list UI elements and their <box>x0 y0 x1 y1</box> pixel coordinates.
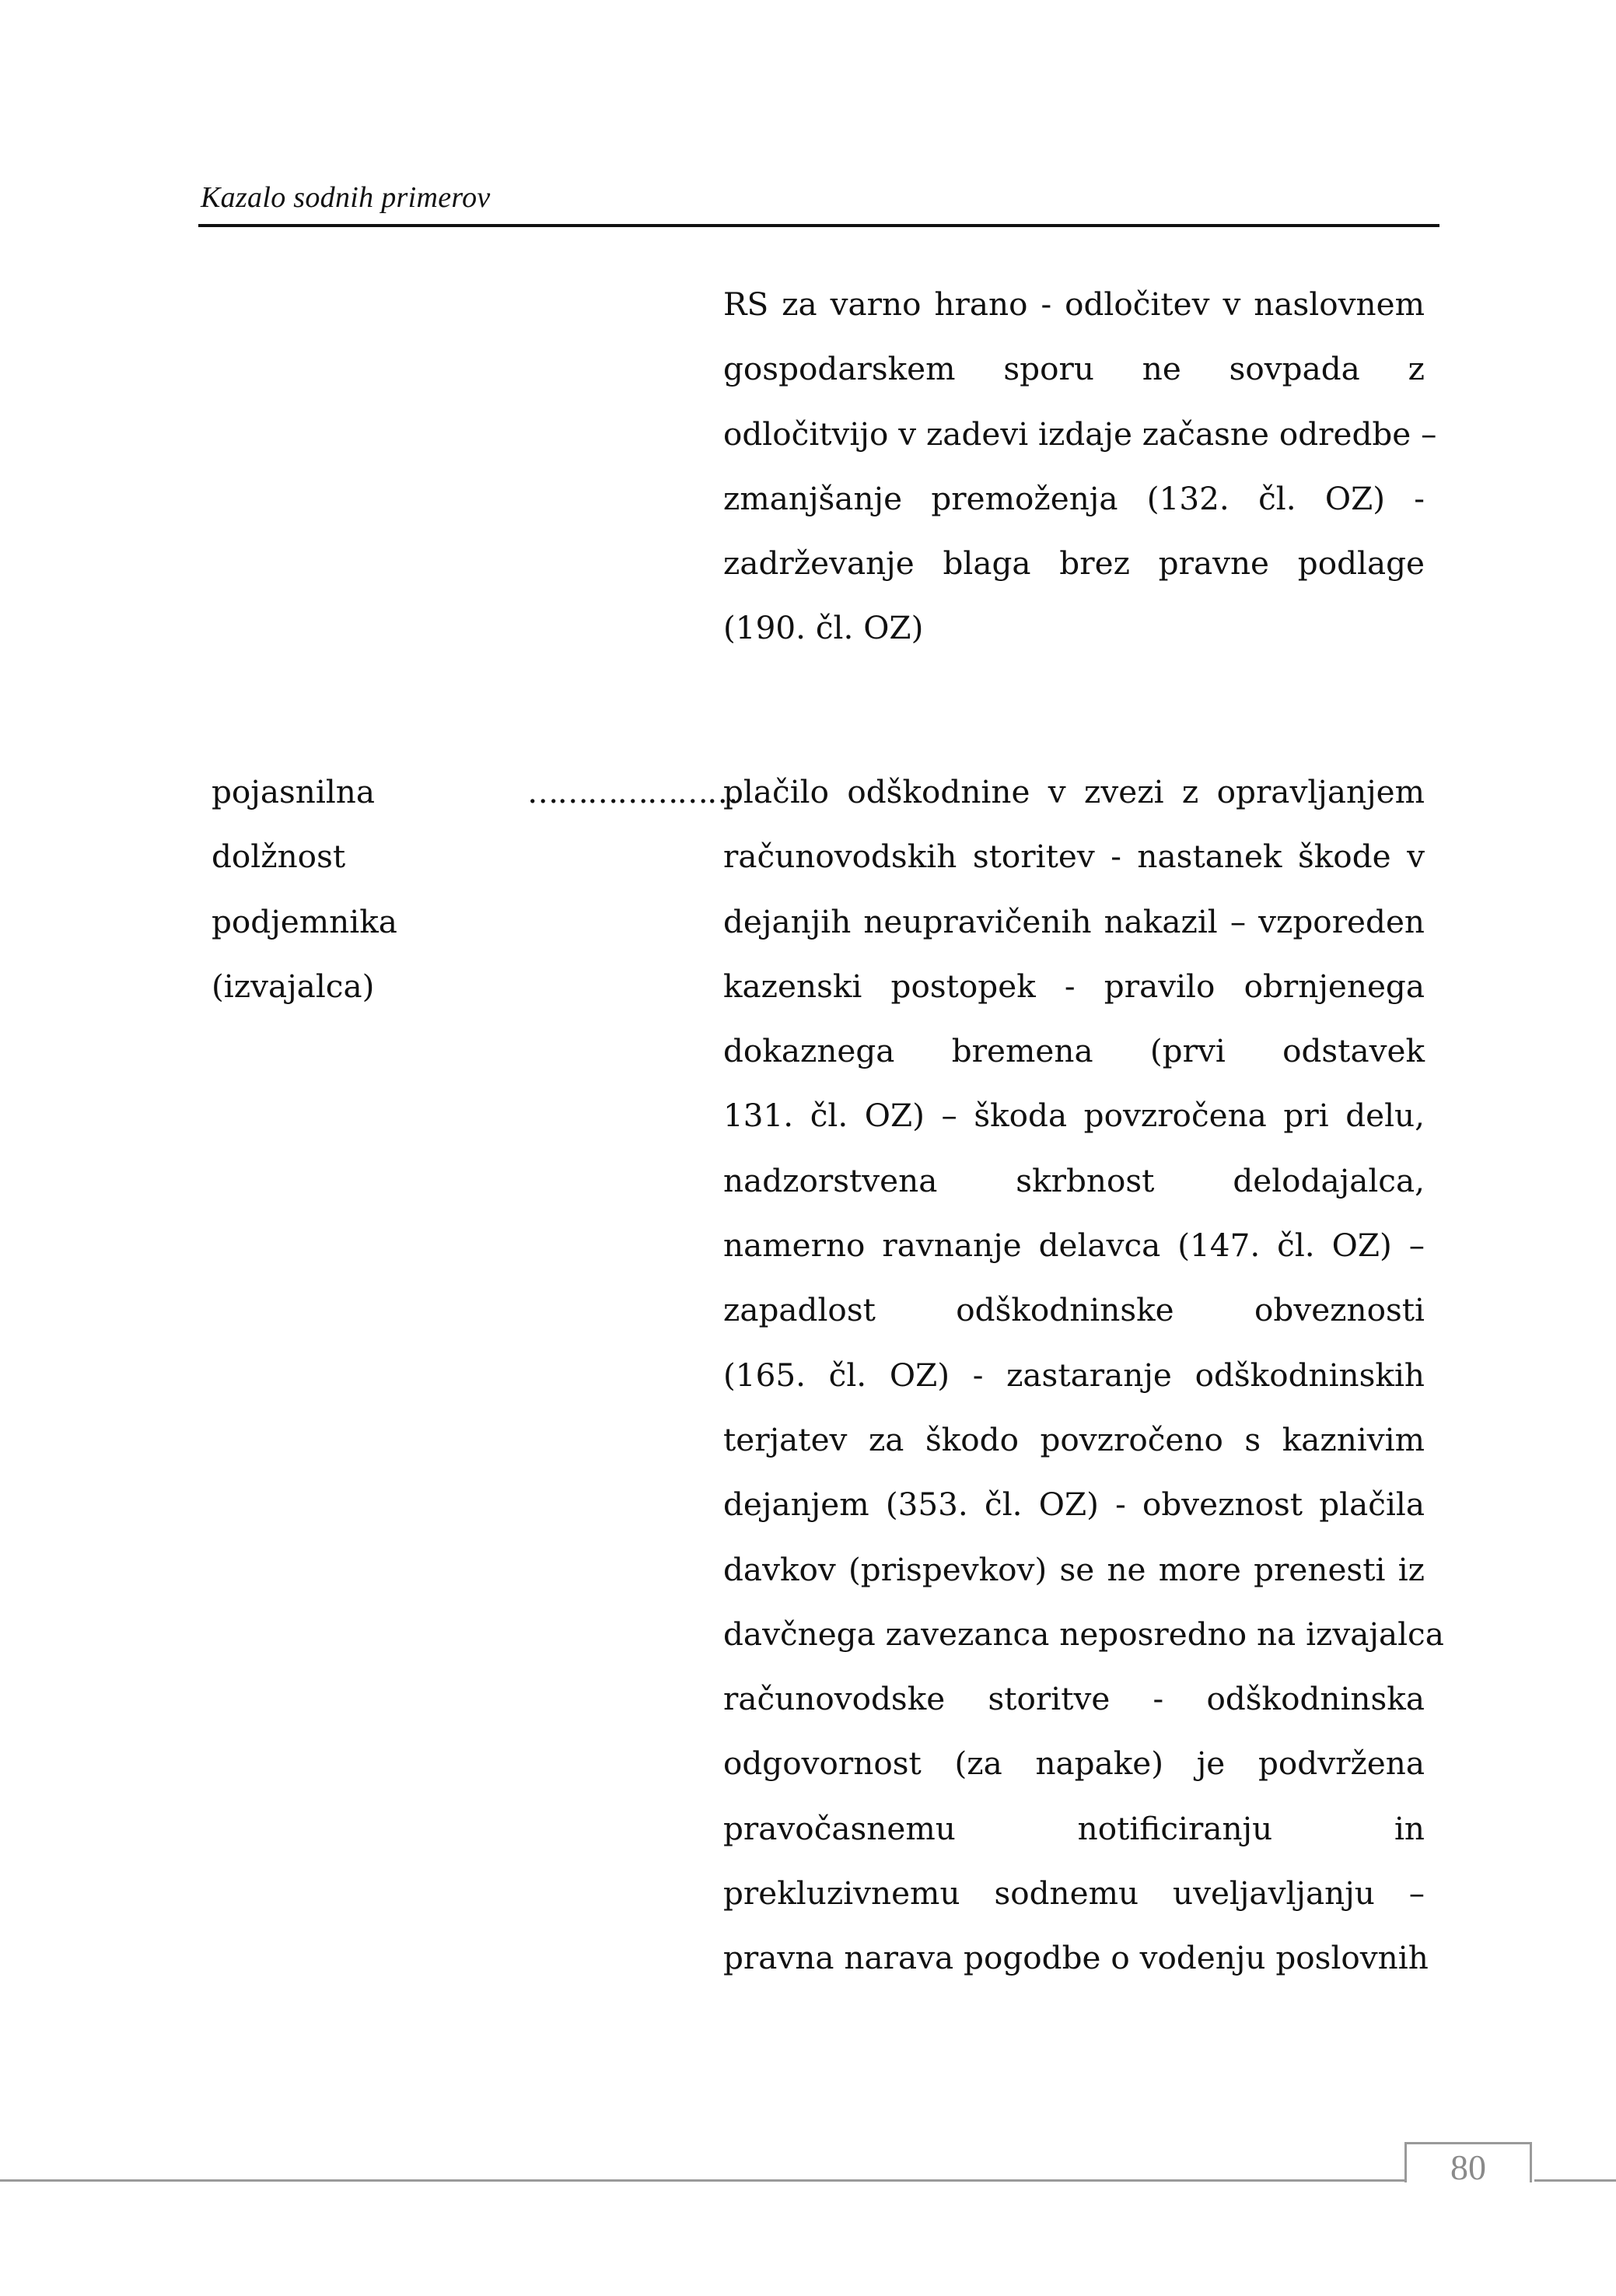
entry-2-line: dejanjem (353. čl. OZ) - obveznost plačila <box>723 1486 1425 1524</box>
footer-rule-right <box>1534 2179 1616 2182</box>
entry-2-term-line: (izvajalca) <box>212 967 375 1005</box>
dot-leader: ………………… <box>527 773 737 810</box>
entry-2-line: pravočasnemu notificiranju in <box>723 1809 1425 1847</box>
entry-2-line: zapadlost odškodninske obveznosti <box>723 1291 1425 1329</box>
page-number: 80 <box>1450 2147 1486 2187</box>
entry-2-term-line: dolžnost <box>212 838 346 876</box>
entry-2-line: nadzorstvena skrbnost delodajalca, <box>723 1161 1425 1199</box>
footer-rule-left <box>0 2179 1406 2182</box>
entry-2-line: 131. čl. OZ) – škoda povzročena pri delu, <box>723 1097 1425 1135</box>
entry-2-line: namerno ravnanje delavca (147. čl. OZ) – <box>723 1227 1425 1265</box>
entry-1-line: odločitvijo v zadevi izdaje začasne odredbe – <box>723 415 1437 453</box>
entry-2-line: dokaznega bremena (prvi odstavek <box>723 1032 1425 1070</box>
running-header-title: Kazalo sodnih primerov <box>201 181 491 214</box>
entry-2-term-line: podjemnika <box>212 902 397 940</box>
entry-2-term-line: pojasnilna <box>212 773 376 810</box>
entry-2-line: terjatev za škodo povzročeno s kaznivim <box>723 1420 1425 1458</box>
entry-2-description <box>723 760 1444 1991</box>
entry-2-line: davčnega zavezanca neposredno na izvajalca <box>723 1615 1444 1653</box>
entry-2-line: kazenski postopek - pravilo obrnjenega <box>723 967 1425 1005</box>
entry-2-line: (165. čl. OZ) - zastaranje odškodninskih <box>723 1356 1425 1394</box>
entry-1-line: zadrževanje blaga brez pravne podlage <box>723 544 1425 583</box>
entry-1-description <box>723 272 1437 661</box>
entry-2-line: prekluzivnemu sodnemu uveljavljanju – <box>723 1874 1425 1913</box>
entry-2-line: pravna narava pogodbe o vodenju poslovnih <box>723 1939 1429 1977</box>
entry-2-line: dejanjih neupravičenih nakazil – vzporeden <box>723 902 1425 940</box>
entry-2-line: računovodskih storitev - nastanek škode v <box>723 838 1425 876</box>
entry-2-term <box>212 760 397 1019</box>
entry-2-line: odgovornost (za napake) je podvržena <box>723 1745 1425 1783</box>
header-rule <box>198 224 1439 227</box>
entry-1-line: gospodarskem sporu ne sovpada z <box>723 350 1425 388</box>
entry-2-line: davkov (prispevkov) se ne more prenesti iz <box>723 1550 1425 1588</box>
entry-1-line: zmanjšanje premoženja (132. čl. OZ) - <box>723 479 1425 517</box>
entry-1-line: RS za varno hrano - odločitev v naslovnem <box>723 285 1425 323</box>
entry-1-line: (190. čl. OZ) <box>723 609 924 647</box>
entry-2-line: računovodske storitve - odškodninska <box>723 1680 1425 1718</box>
entry-2-line: plačilo odškodnine v zvezi z opravljanjem <box>723 773 1425 810</box>
